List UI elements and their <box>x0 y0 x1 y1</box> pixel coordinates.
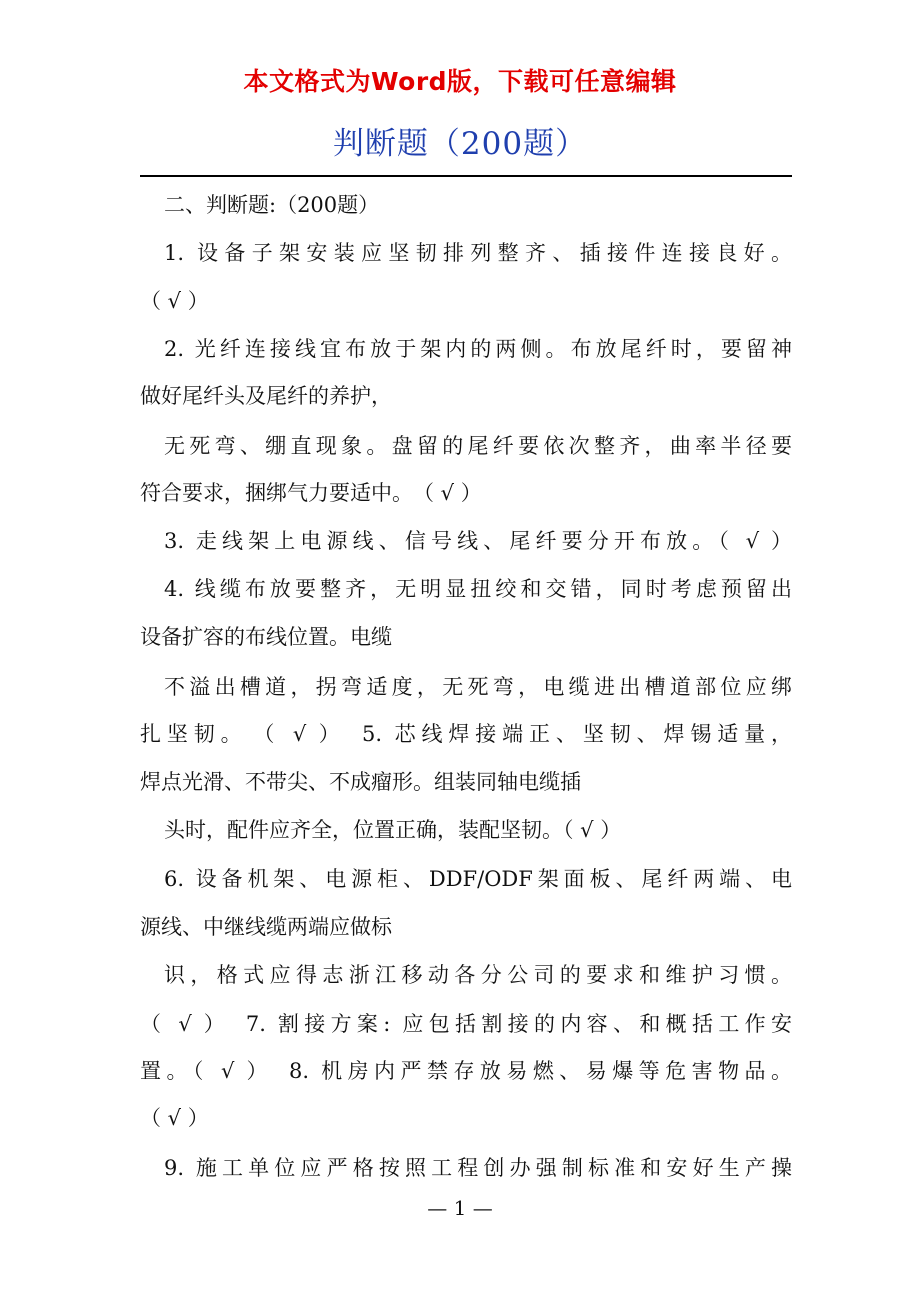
download-banner: 本文格式为Word版，下载可任意编辑 <box>243 67 677 96</box>
body-line: 1. 设备子架安装应坚韧排列整齐、插接件连接良好。 <box>164 241 792 265</box>
body-line: 源线、中继线缆两端应做标 <box>140 915 392 939</box>
body-line: （ √ ） 7. 割接方案: 应包括割接的内容、和概括工作安 <box>140 1012 792 1036</box>
body-line: 焊点光滑、不带尖、不成瘤形。组装同轴电缆插 <box>140 770 581 794</box>
body-line: 3. 走线架上电源线、信号线、尾纤要分开布放。（ √ ） <box>164 529 792 553</box>
page-number: — 1 — <box>427 1196 493 1220</box>
section-heading: 二、判断题:（200题） <box>164 193 380 217</box>
body-line: 2. 光纤连接线宜布放于架内的两侧。布放尾纤时，要留神 <box>164 337 792 361</box>
body-line: 扎坚韧。 （ √ ） 5. 芯线焊接端正、坚韧、焊锡适量， <box>140 722 792 746</box>
body-line: 置。（ √ ） 8. 机房内严禁存放易燃、易爆等危害物品。 <box>140 1059 792 1083</box>
body-line: 6. 设备机架、电源柜、DDF/ODF架面板、尾纤两端、电 <box>164 867 792 891</box>
body-line: 识，格式应得志浙江移动各分公司的要求和维护习惯。 <box>164 963 792 987</box>
body-line: 不溢出槽道，拐弯适度，无死弯，电缆进出槽道部位应绑 <box>164 675 792 699</box>
body-line: （ √ ） <box>140 1106 209 1130</box>
body-line: 9. 施工单位应严格按照工程创办强制标准和安好生产操 <box>164 1156 792 1180</box>
body-line: 设备扩容的布线位置。电缆 <box>140 625 392 649</box>
title-divider <box>140 175 792 177</box>
body-line: 无死弯、绷直现象。盘留的尾纤要依次整齐，曲率半径要 <box>164 434 792 458</box>
body-line: 4. 线缆布放要整齐，无明显扭绞和交错，同时考虑预留出 <box>164 577 792 601</box>
body-line: （ √ ） <box>140 289 209 313</box>
body-line: 做好尾纤头及尾纤的养护， <box>140 384 392 408</box>
body-line: 头时，配件应齐全，位置正确，装配坚韧。（ √ ） <box>164 818 622 842</box>
body-line: 符合要求，捆绑气力要适中。 （ √ ） <box>140 481 482 505</box>
document-title: 判断题（200题） <box>332 126 588 162</box>
